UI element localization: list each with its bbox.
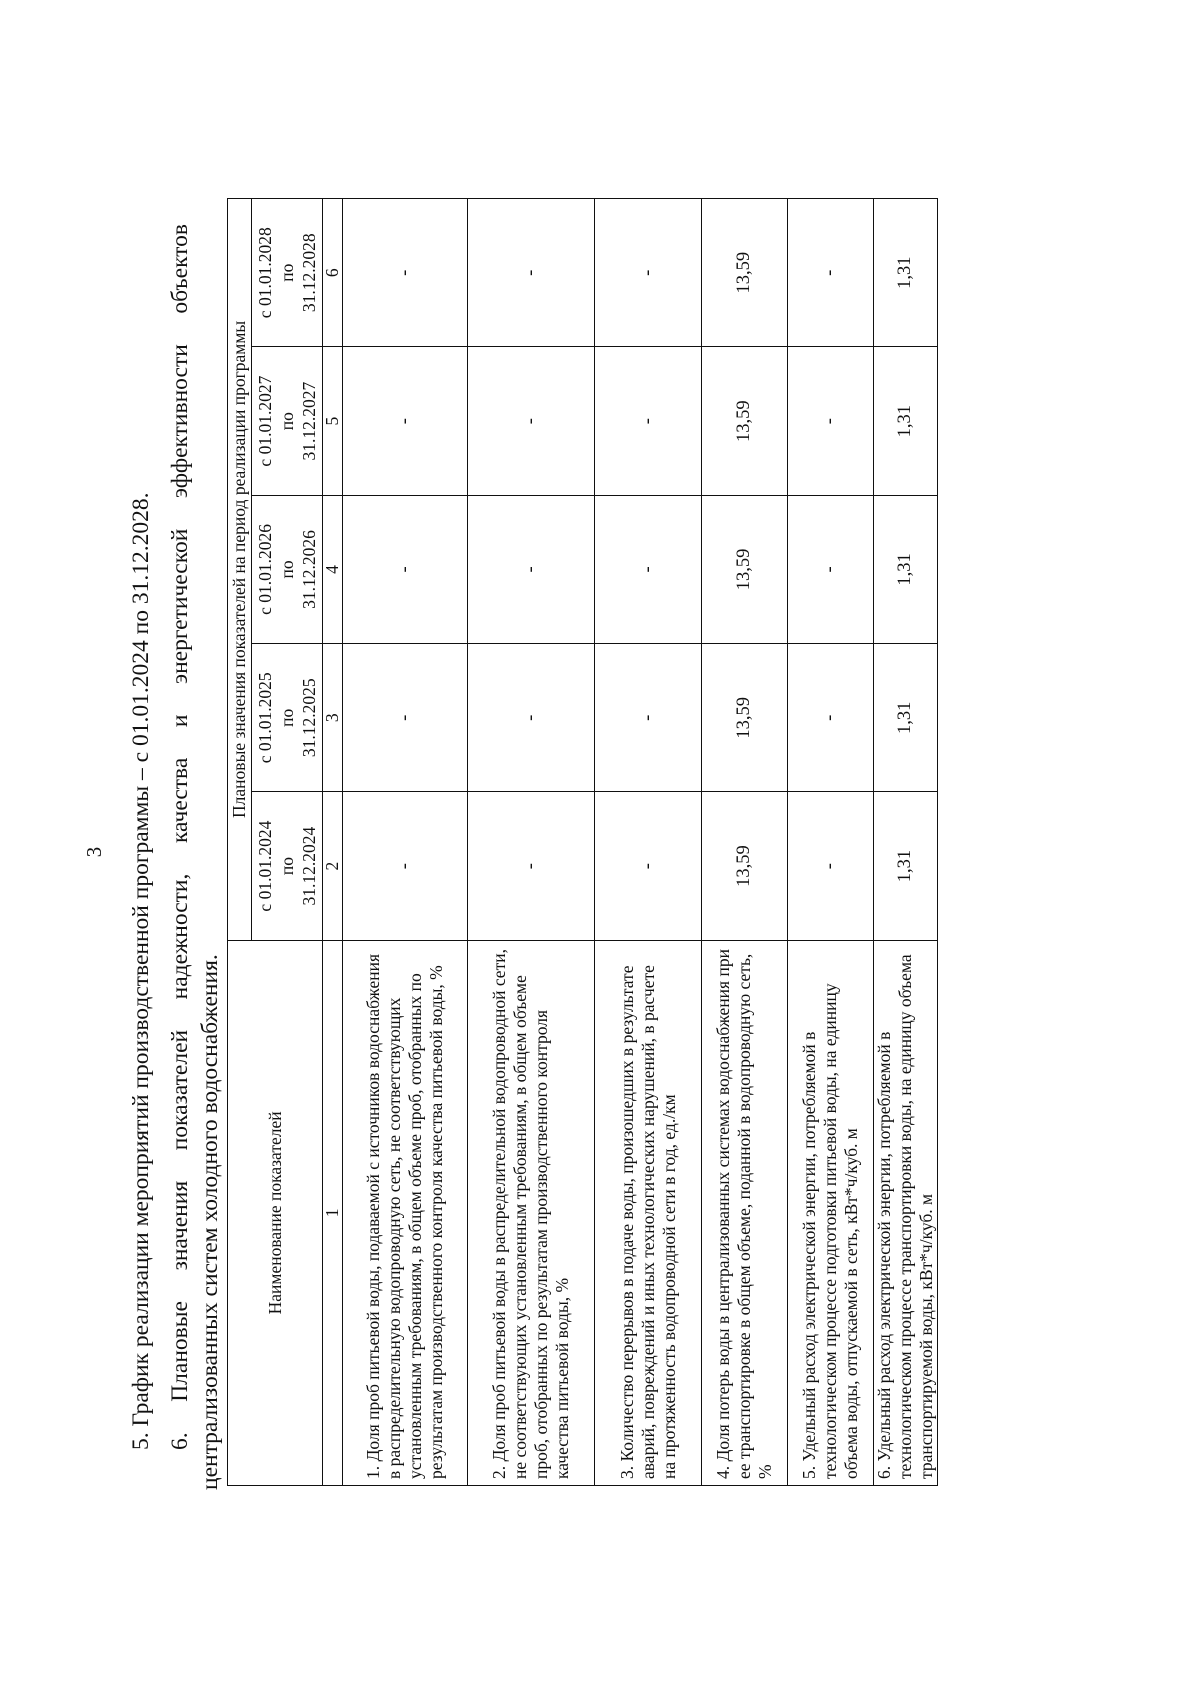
- indicator-value: -: [788, 495, 874, 643]
- indicator-value: -: [788, 792, 874, 940]
- indicator-value: 13,59: [702, 644, 788, 792]
- indicator-value: -: [788, 347, 874, 495]
- column-number: 3: [323, 644, 343, 792]
- indicator-value: -: [788, 644, 874, 792]
- indicator-name: 3. Количество перерывов в подаче воды, произошедших в результате аварий, повреждений и иных технологических нарушений, в расчете на протяженность водопроводной сети в год, ед./км: [595, 940, 702, 1485]
- indicator-value: 1,31: [874, 347, 938, 495]
- column-number: 1: [323, 940, 343, 1485]
- column-number: 6: [323, 199, 343, 347]
- indicator-value: -: [343, 792, 468, 940]
- indicator-value: -: [343, 495, 468, 643]
- period-header: с 01.01.2028 по 31.12.2028: [252, 199, 323, 347]
- indicator-value: -: [343, 199, 468, 347]
- section-5-heading: 5. График реализации мероприятий производственной программы – с 01.01.2024 по 31.12.2028.: [128, 492, 154, 1450]
- indicator-value: 13,59: [702, 495, 788, 643]
- indicator-name-header: Наименование показателей: [228, 940, 323, 1485]
- indicator-name: 6. Удельный расход электрической энергии, потребляемой в технологическом процессе транспортировки воды, на единицу объема транспортируемой воды, кВт*ч/куб. м: [874, 940, 938, 1485]
- planned-values-header: Плановые значения показателей на период реализации программы: [228, 199, 252, 941]
- indicator-value: -: [595, 792, 702, 940]
- period-header: с 01.01.2027 по 31.12.2027: [252, 347, 323, 495]
- period-header: с 01.01.2026 по 31.12.2026: [252, 495, 323, 643]
- indicator-value: -: [595, 495, 702, 643]
- table-row: [702, 199, 788, 1486]
- column-number: 5: [323, 347, 343, 495]
- column-number-row: [323, 199, 343, 1486]
- indicator-value: -: [468, 199, 595, 347]
- indicator-value: -: [788, 199, 874, 347]
- period-header: с 01.01.2024 по 31.12.2024: [252, 792, 323, 940]
- indicators-table: [227, 198, 938, 1486]
- section-6-heading: 6. Плановые значения показателей надежности, качества и энергетической эффективности объектов: [167, 224, 193, 1450]
- indicator-name: 4. Доля потерь воды в централизованных системах водоснабжения при ее транспортировке в общем объеме, поданной в водопроводную сеть, %: [702, 940, 788, 1485]
- indicator-value: 13,59: [702, 199, 788, 347]
- indicator-value: -: [468, 644, 595, 792]
- indicator-value: 1,31: [874, 495, 938, 643]
- table-row: [468, 199, 595, 1486]
- column-number: 2: [323, 792, 343, 940]
- indicator-value: -: [343, 347, 468, 495]
- indicator-name: 1. Доля проб питьевой воды, подаваемой с источников водоснабжения в распределительную водопроводную сеть, не соответствующих установленным требованиям, в общем объеме проб, отобранных по результатам производственного контроля качества питьевой воды, %: [343, 940, 468, 1485]
- table-header-row: [228, 199, 252, 1486]
- indicator-value: 1,31: [874, 792, 938, 940]
- page-number: 3: [82, 846, 106, 858]
- indicator-name: 5. Удельный расход электрической энергии, потребляемой в технологическом процессе подготовки питьевой воды, на единицу объема воды, отпускаемой в сеть, кВт*ч/куб. м: [788, 940, 874, 1485]
- indicator-value: -: [468, 495, 595, 643]
- indicator-name: 2. Доля проб питьевой воды в распределительной водопроводной сети, не соответствующих установленным требованиям, в общем объеме проб, отобранных по результатам производственного контроля качества питьевой воды, %: [468, 940, 595, 1485]
- indicator-value: -: [468, 792, 595, 940]
- table-row: [788, 199, 874, 1486]
- indicator-value: -: [595, 347, 702, 495]
- indicator-value: -: [343, 644, 468, 792]
- indicator-value: -: [468, 347, 595, 495]
- table-row: [874, 199, 938, 1486]
- indicator-value: -: [595, 199, 702, 347]
- indicator-value: 1,31: [874, 644, 938, 792]
- indicator-value: -: [595, 644, 702, 792]
- table-row: [595, 199, 702, 1486]
- indicator-value: 1,31: [874, 199, 938, 347]
- table-row: [343, 199, 468, 1486]
- indicator-value: 13,59: [702, 347, 788, 495]
- period-header: с 01.01.2025 по 31.12.2025: [252, 644, 323, 792]
- column-number: 4: [323, 495, 343, 643]
- indicator-value: 13,59: [702, 792, 788, 940]
- section-6-heading-continuation: централизованных систем холодного водоснабжения.: [197, 954, 223, 1490]
